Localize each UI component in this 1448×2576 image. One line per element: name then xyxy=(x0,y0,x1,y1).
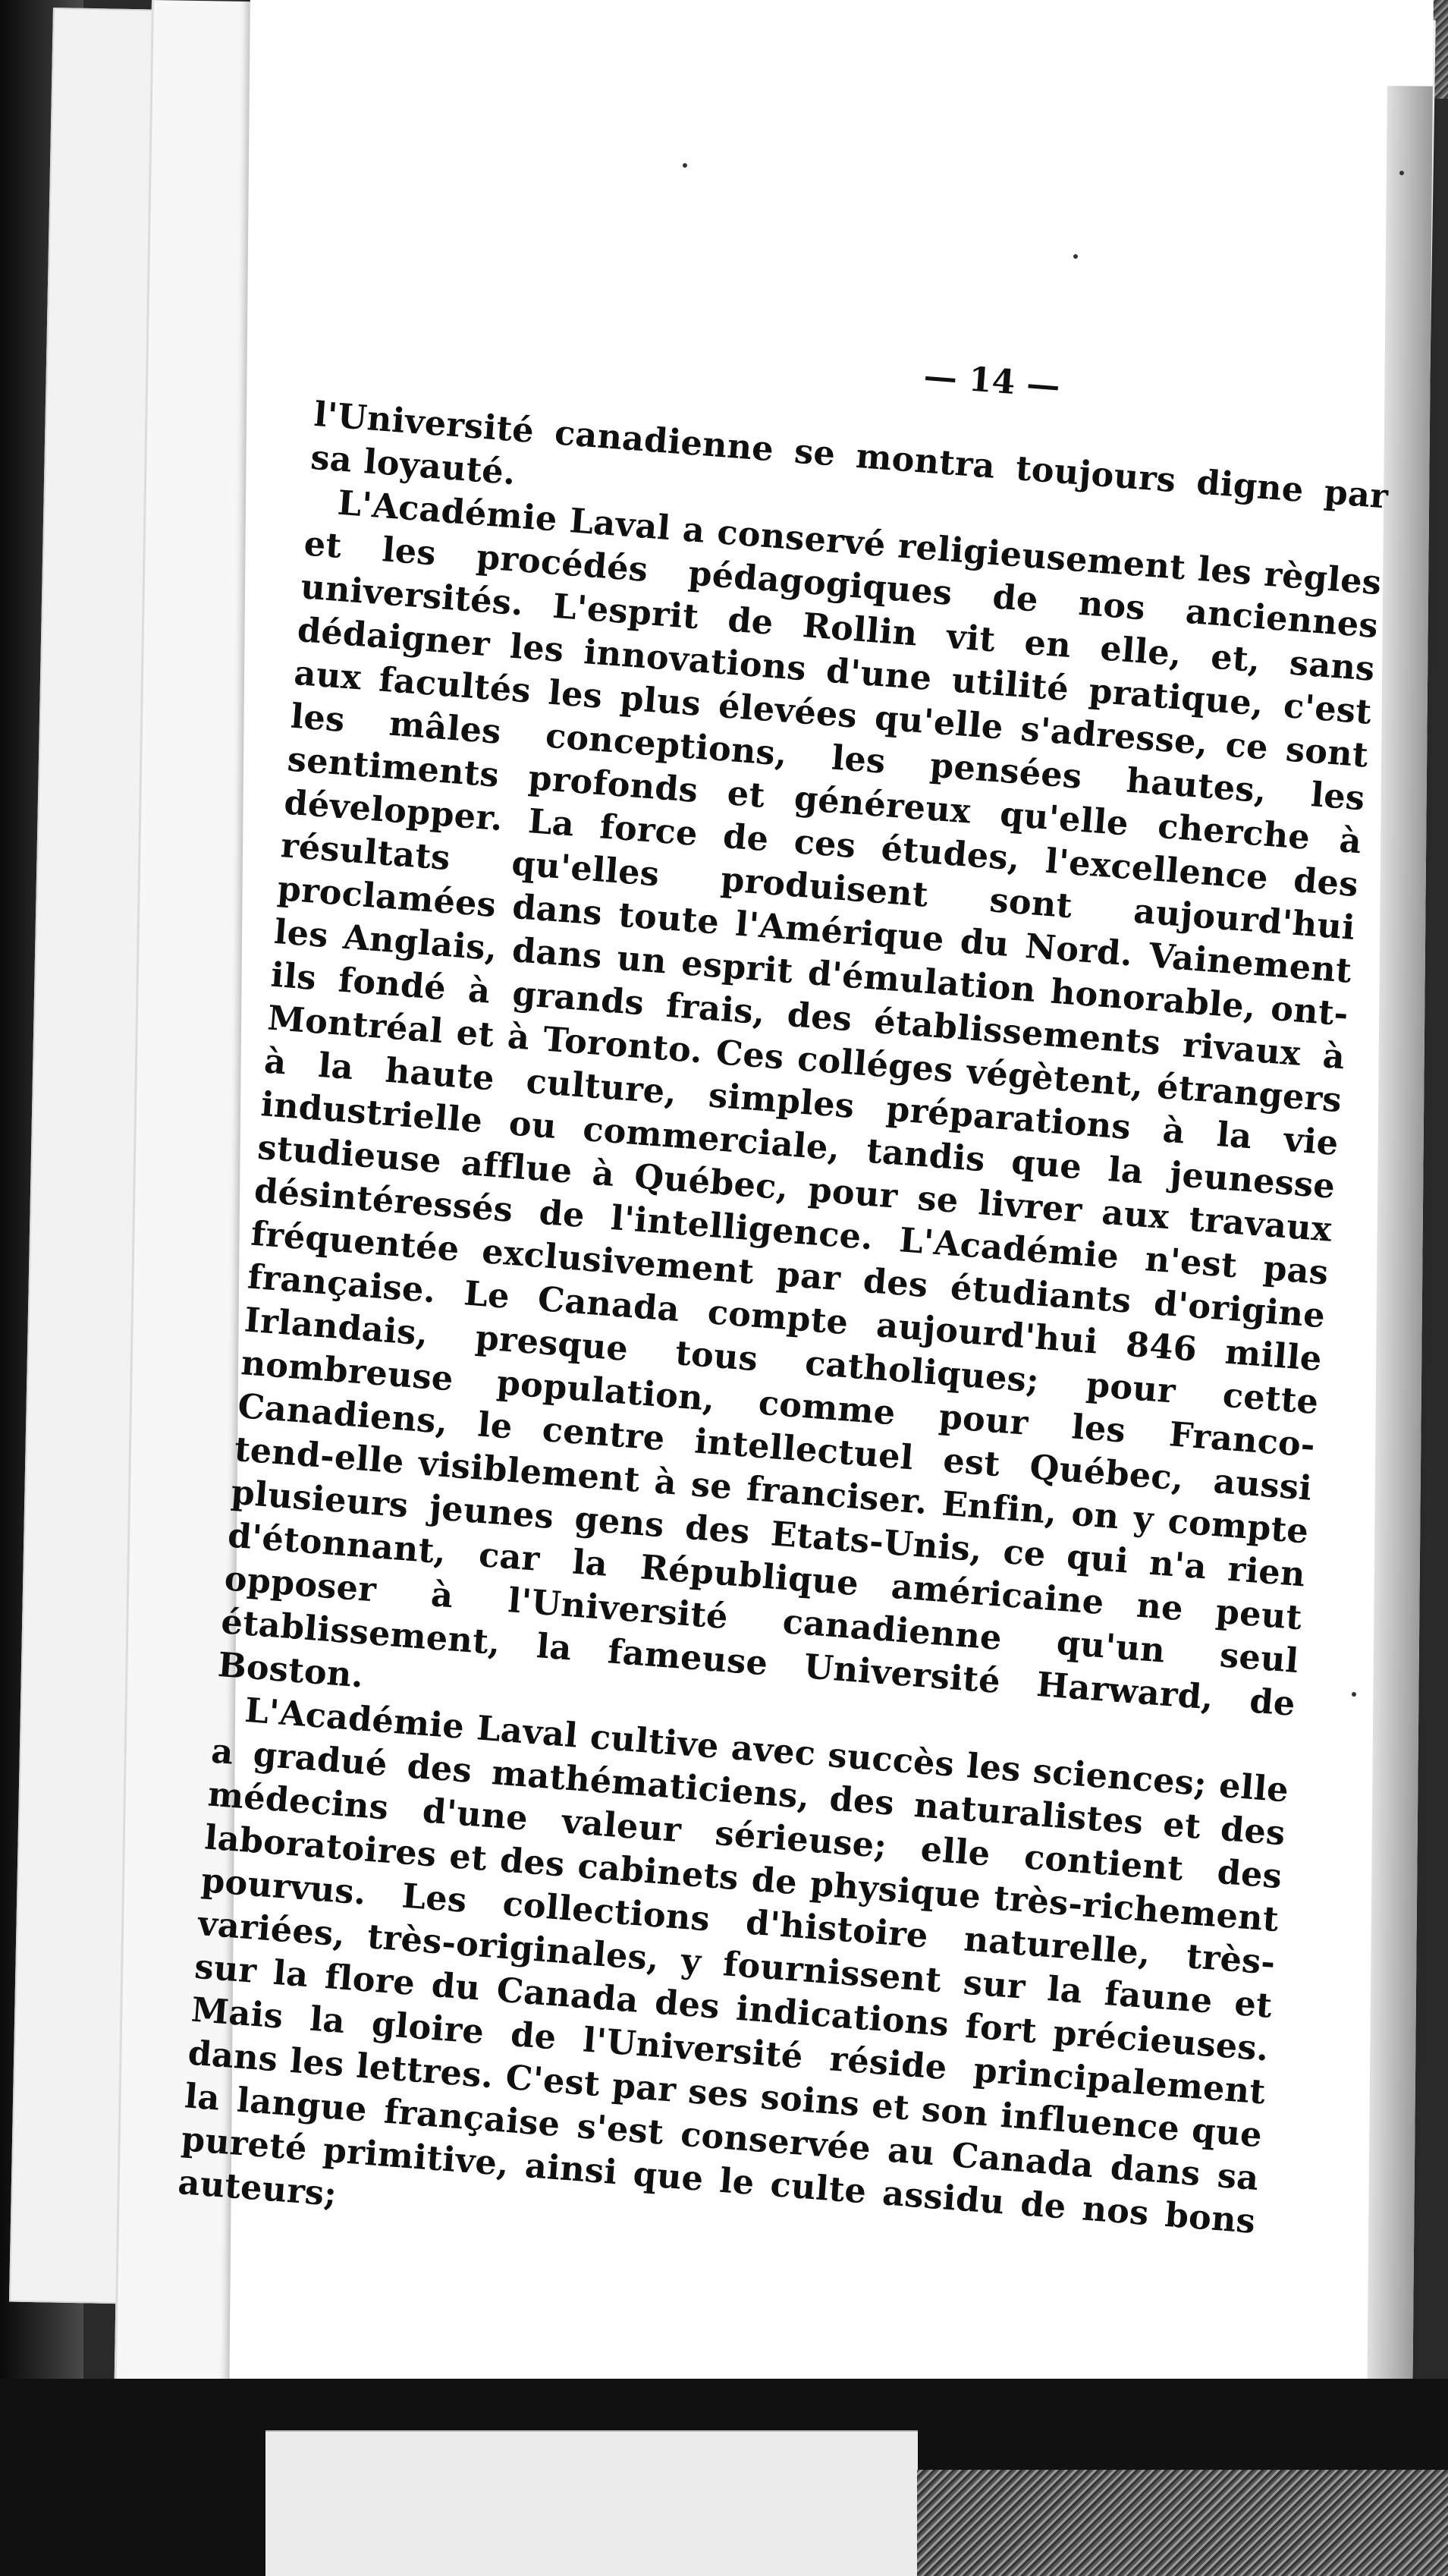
paper-speck xyxy=(1399,171,1404,175)
paragraph-academie-laval: L'Académie Laval a conservé religieusement les règles et les procédés pédagogiques de nos anciennes universités. L'esprit de Rollin vit en elle, et, sans dédaigner les innovations d'une utilité pratique, c'est aux facultés les plus élevées qu'elle s'adresse, ce sont les mâles conceptions, les pensées hautes, les sentiments profonds et généreux qu'elle cherche à développer. La force de ces études, l'excellence des résultats qu'elles produisent sont aujourd'hui proclamées dans toute l'Amérique du Nord. Vainement les Anglais, dans un esprit d'émulation honorable, ont-ils fondé à grands frais, des établissements rivaux à Montréal et à Toronto. Ces colléges végètent, étrangers à la haute culture, simples préparations à la vie industrielle ou commerciale, tandis que la jeunesse studieuse afflue à Québec, pour se livrer aux travaux désintéressés de l'intelligence. L'Académie n'est pas fréquentée exclusivement par des étudiants d'origine française. Le Canada compte aujourd'hui 846 mille Irlandais, presque tous catholiques; pour cette nombreuse population, comme pour les Franco-Canadiens, le centre intellectuel est Québec, aussi tend-elle visiblement à se franciser. Enfin, on y compte plusieurs jeunes gens des Etats-Unis, ce qui n'a rien d'étonnant, car la République américaine ne peut opposer à l'Université canadienne qu'un seul établissement, la fameuse Université Harward, de Boston. xyxy=(216,483,1384,1724)
paper-speck xyxy=(1352,1692,1356,1697)
paper-speck xyxy=(683,163,687,168)
cloth-background-bottom xyxy=(917,2470,1448,2576)
paper-speck xyxy=(1073,254,1078,259)
paragraph-sciences: L'Académie Laval cultive avec succès les sciences; elle a gradué des mathématiciens, des naturalistes et des médecins d'une valeur sérieuse; elle contient des laboratoires et des cabinets de physique très-richement pourvus. Les collections d'histoire naturelle, très-variées, très-originales, y fournissent sur la faune et sur la flore du Canada des indications fort précieuses. Mais la gloire de l'Université réside principalement dans les lettres. C'est par ses soins et son influence que la langue française s'est conservée au Canada dans sa pureté primitive, ainsi que le culte assidu de nos bons auteurs; xyxy=(176,1690,1290,2241)
page-number: — 14 — xyxy=(922,357,1062,406)
background-card xyxy=(265,2430,918,2576)
paragraph-continuation: l'Université canadienne se montra toujours digne par sa loyauté. xyxy=(309,394,1390,517)
page-body-text xyxy=(177,357,1393,2287)
